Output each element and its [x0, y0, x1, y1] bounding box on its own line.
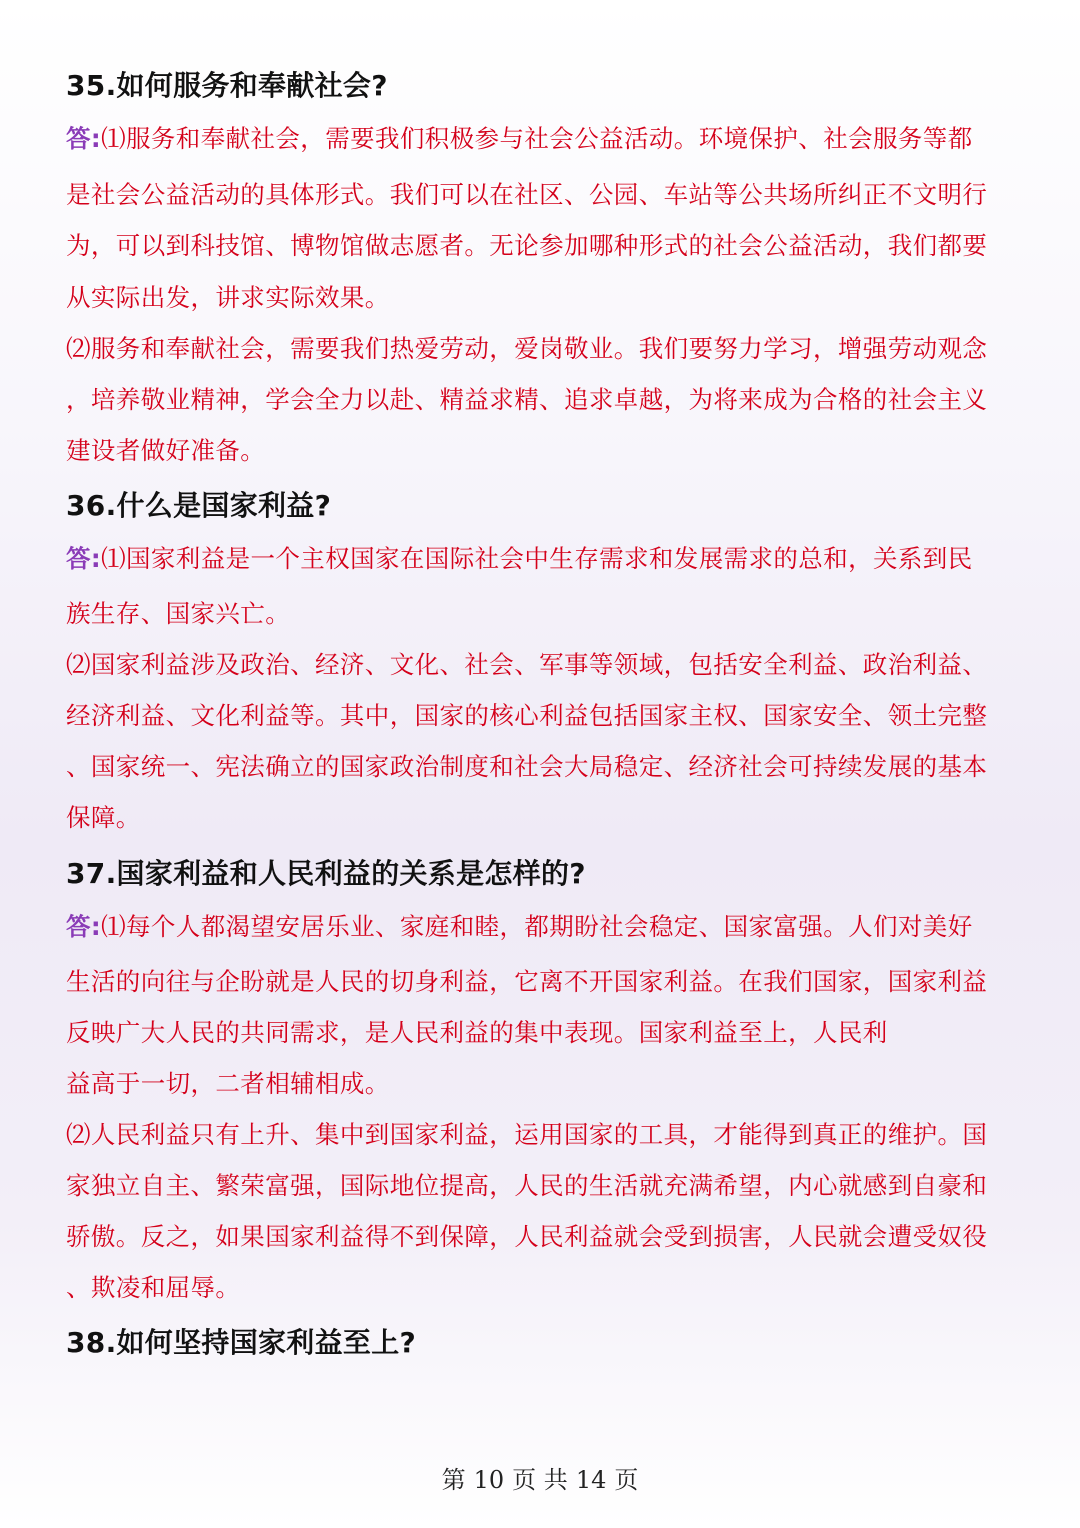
question-38: 38.如何坚持国家利益至上? — [66, 1326, 417, 1359]
answer-36-line-4: 经济利益、文化利益等。其中，国家的核心利益包括国家主权、国家安全、领土完整 — [66, 701, 988, 730]
answer-text: ⑴服务和奉献社会，需要我们积极参与社会公益活动。环境保护、社会服务等都 — [101, 124, 973, 153]
answer-36-line-6: 保障。 — [66, 803, 141, 832]
answer-37-line-8: 、欺凌和屈辱。 — [66, 1273, 241, 1302]
footer-middle: 页 共 — [512, 1466, 568, 1494]
question-36: 36.什么是国家利益? — [66, 489, 332, 522]
answer-label: 答: — [66, 912, 102, 941]
question-37: 37.国家利益和人民利益的关系是怎样的? — [66, 857, 586, 890]
answer-35-line-2: 是社会公益活动的具体形式。我们可以在社区、公园、车站等公共场所纠正不文明行 — [66, 180, 988, 209]
answer-37-line-6: 家独立自主、繁荣富强，国际地位提高，人民的生活就充满希望，内心就感到自豪和 — [66, 1171, 988, 1200]
answer-36-line-1 — [66, 543, 973, 575]
answer-35-line-6: ，培养敬业精神，学会全力以赴、精益求精、追求卓越，为将来成为合格的社会主义 — [66, 385, 988, 414]
answer-37-line-3: 反映广大人民的共同需求，是人民利益的集中表现。国家利益至上，人民利 — [66, 1018, 888, 1047]
footer-total-pages: 14 — [575, 1466, 607, 1494]
answer-37-line-1 — [66, 911, 973, 943]
answer-35-line-5: ⑵服务和奉献社会，需要我们热爱劳动，爱岗敬业。我们要努力学习，增强劳动观念 — [66, 334, 988, 363]
answer-35-line-1 — [66, 123, 973, 155]
answer-label: 答: — [66, 544, 102, 573]
question-35: 35.如何服务和奉献社会? — [66, 69, 388, 102]
answer-text: ⑴国家利益是一个主权国家在国际社会中生存需求和发展需求的总和，关系到民 — [101, 544, 973, 573]
answer-37-line-2: 生活的向往与企盼就是人民的切身利益，它离不开国家利益。在我们国家，国家利益 — [66, 967, 988, 996]
answer-36-line-5: 、国家统一、宪法确立的国家政治制度和社会大局稳定、经济社会可持续发展的基本 — [66, 752, 988, 781]
answer-37-line-7: 骄傲。反之，如果国家利益得不到保障，人民利益就会受到损害，人民就会遭受奴役 — [66, 1222, 988, 1251]
answer-37-line-4: 益高于一切，二者相辅相成。 — [66, 1069, 390, 1098]
answer-label: 答: — [66, 124, 102, 153]
footer-suffix: 页 — [614, 1466, 639, 1494]
footer-page-number: 10 — [473, 1466, 505, 1494]
answer-35-line-4: 从实际出发，讲求实际效果。 — [66, 283, 390, 312]
answer-text: ⑴每个人都渴望安居乐业、家庭和睦，都期盼社会稳定、国家富强。人们对美好 — [101, 912, 973, 941]
answer-36-line-2: 族生存、国家兴亡。 — [66, 599, 291, 628]
answer-36-line-3: ⑵国家利益涉及政治、经济、文化、社会、军事等领域，包括安全利益、政治利益、 — [66, 650, 988, 679]
footer-prefix: 第 — [441, 1466, 466, 1494]
answer-35-line-7: 建设者做好准备。 — [66, 436, 266, 465]
answer-37-line-5: ⑵人民利益只有上升、集中到国家利益，运用国家的工具，才能得到真正的维护。国 — [66, 1120, 988, 1149]
page-footer — [0, 1464, 1080, 1496]
answer-35-line-3: 为，可以到科技馆、博物馆做志愿者。无论参加哪种形式的社会公益活动，我们都要 — [66, 231, 988, 260]
